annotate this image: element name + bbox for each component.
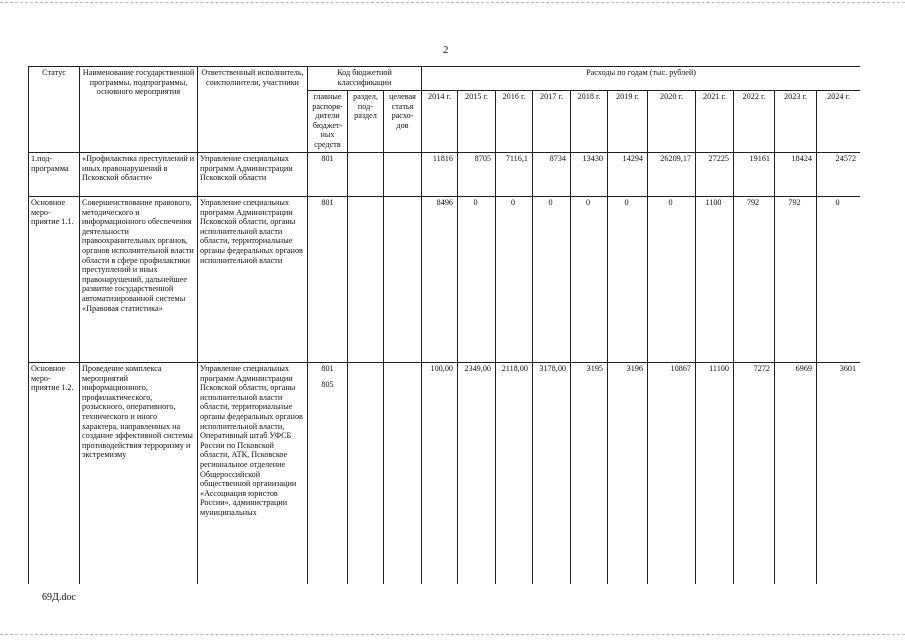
table-row xyxy=(29,363,861,585)
scan-edge-top xyxy=(0,2,905,3)
row-budget-code xyxy=(308,197,348,363)
footer-filename: 69Д.doc xyxy=(42,592,76,603)
header-budget-code: Код бюджетной классификации xyxy=(308,67,422,91)
header-year: 2018 г. xyxy=(571,91,608,153)
header-year: 2024 г. xyxy=(817,91,861,153)
year-value: 8734 xyxy=(533,153,571,197)
year-value: 0 xyxy=(608,197,648,363)
row-executor: Управление специальных программ Администрации Псковской области, органы исполнительной власти области, территориальные органы федеральных органов исполнительной власти xyxy=(198,197,308,363)
row-budget-code xyxy=(308,363,348,585)
row-status: Основное меро-приятие 1.1. xyxy=(29,197,80,363)
header-year: 2019 г. xyxy=(608,91,648,153)
year-value: 24572 xyxy=(817,153,861,197)
year-value: 1100 xyxy=(696,197,734,363)
year-value: 0 xyxy=(817,197,861,363)
row-target xyxy=(384,197,422,363)
header-year: 2023 г. xyxy=(775,91,817,153)
year-value: 7272 xyxy=(734,363,775,585)
year-value: 8496 xyxy=(422,197,458,363)
year-value: 100,00 xyxy=(422,363,458,585)
header-year: 2017 г. xyxy=(533,91,571,153)
row-section xyxy=(348,197,384,363)
header-year: 2015 г. xyxy=(458,91,496,153)
table-container xyxy=(28,66,860,584)
year-value: 0 xyxy=(496,197,533,363)
scan-edge-bottom xyxy=(0,634,905,635)
header-year: 2022 г. xyxy=(734,91,775,153)
year-value: 792 xyxy=(734,197,775,363)
year-value: 2349,00 xyxy=(458,363,496,585)
year-value: 14294 xyxy=(608,153,648,197)
row-status: 1.под-программа xyxy=(29,153,80,197)
header-year: 2020 г. xyxy=(648,91,696,153)
year-value: 3196 xyxy=(608,363,648,585)
row-name: Проведение комплекса мероприятий информационного, профилактического, розыскного, оперативного, технического и иного характера, направленных на создание эффективной системы противодействия терроризму и экстремизму xyxy=(80,363,198,585)
header-budget-main: главные распоря-дители бюджет-ных средств xyxy=(308,91,348,153)
row-section xyxy=(348,153,384,197)
year-value: 8705 xyxy=(458,153,496,197)
year-value: 3195 xyxy=(571,363,608,585)
row-status: Основное меро-приятие 1.2. xyxy=(29,363,80,585)
year-value: 0 xyxy=(533,197,571,363)
year-value: 3601 xyxy=(817,363,861,585)
page-number: 2 xyxy=(443,44,449,56)
row-budget-code xyxy=(308,153,348,197)
table-row xyxy=(29,197,861,363)
code-value: 801 xyxy=(321,198,334,207)
year-value: 792 xyxy=(775,197,817,363)
year-value: 6969 xyxy=(775,363,817,585)
header-year: 2021 г. xyxy=(696,91,734,153)
row-target xyxy=(384,363,422,585)
year-value: 0 xyxy=(458,197,496,363)
header-year: 2016 г. xyxy=(496,91,533,153)
row-name: «Профилактика преступлений и иных правонарушений в Псковской области» xyxy=(80,153,198,197)
year-value: 26209,17 xyxy=(648,153,696,197)
row-name: Совершенствование правового, методического и информационного обеспечения деятельности правоохранительных органов, органов исполнительной власти области в сфере профилактики преступлений и иных правонарушений, дальнейшее развитие государственной автоматизированной системы «Правовая статистика» xyxy=(80,197,198,363)
row-executor: Управление специальных программ Администрации Псковской области xyxy=(198,153,308,197)
row-section xyxy=(348,363,384,585)
year-value: 19161 xyxy=(734,153,775,197)
header-year: 2014 г. xyxy=(422,91,458,153)
header-budget-section: раздел, под-раздел xyxy=(348,91,384,153)
year-value: 18424 xyxy=(775,153,817,197)
year-value: 13430 xyxy=(571,153,608,197)
code-value: 805 xyxy=(321,379,334,389)
year-value: 11100 xyxy=(696,363,734,585)
program-expenses-table xyxy=(28,66,860,584)
header-name: Наименование государственной программы, подпрограммы, основного мероприятия xyxy=(80,67,198,153)
row-executor: Управление специальных программ Администрации Псковской области, органы исполнительной власти области, территориальные органы федеральных органов исполнительной власти, Оперативный штаб УФСБ России по Псковской области, АТК, Псковское региональное отделение Общероссийской общественной организации «Ассоциация юристов России», администрации муниципальных xyxy=(198,363,308,585)
table-row xyxy=(29,153,861,197)
year-value: 27225 xyxy=(696,153,734,197)
year-value: 2118,00 xyxy=(496,363,533,585)
year-value: 0 xyxy=(648,197,696,363)
code-value: 801 xyxy=(321,154,334,163)
header-executor: Ответственный исполнитель, соисполнители, участники xyxy=(198,67,308,153)
header-status: Статус xyxy=(29,67,80,153)
code-value: 801 xyxy=(321,364,334,373)
year-value: 3178,00 xyxy=(533,363,571,585)
header-expenses: Расходы по годам (тыс. рублей) xyxy=(422,67,861,91)
row-target xyxy=(384,153,422,197)
year-value: 0 xyxy=(571,197,608,363)
year-value: 11816 xyxy=(422,153,458,197)
year-value: 10867 xyxy=(648,363,696,585)
year-value: 7116,1 xyxy=(496,153,533,197)
header-budget-target: целевая статья расхо-дов xyxy=(384,91,422,153)
